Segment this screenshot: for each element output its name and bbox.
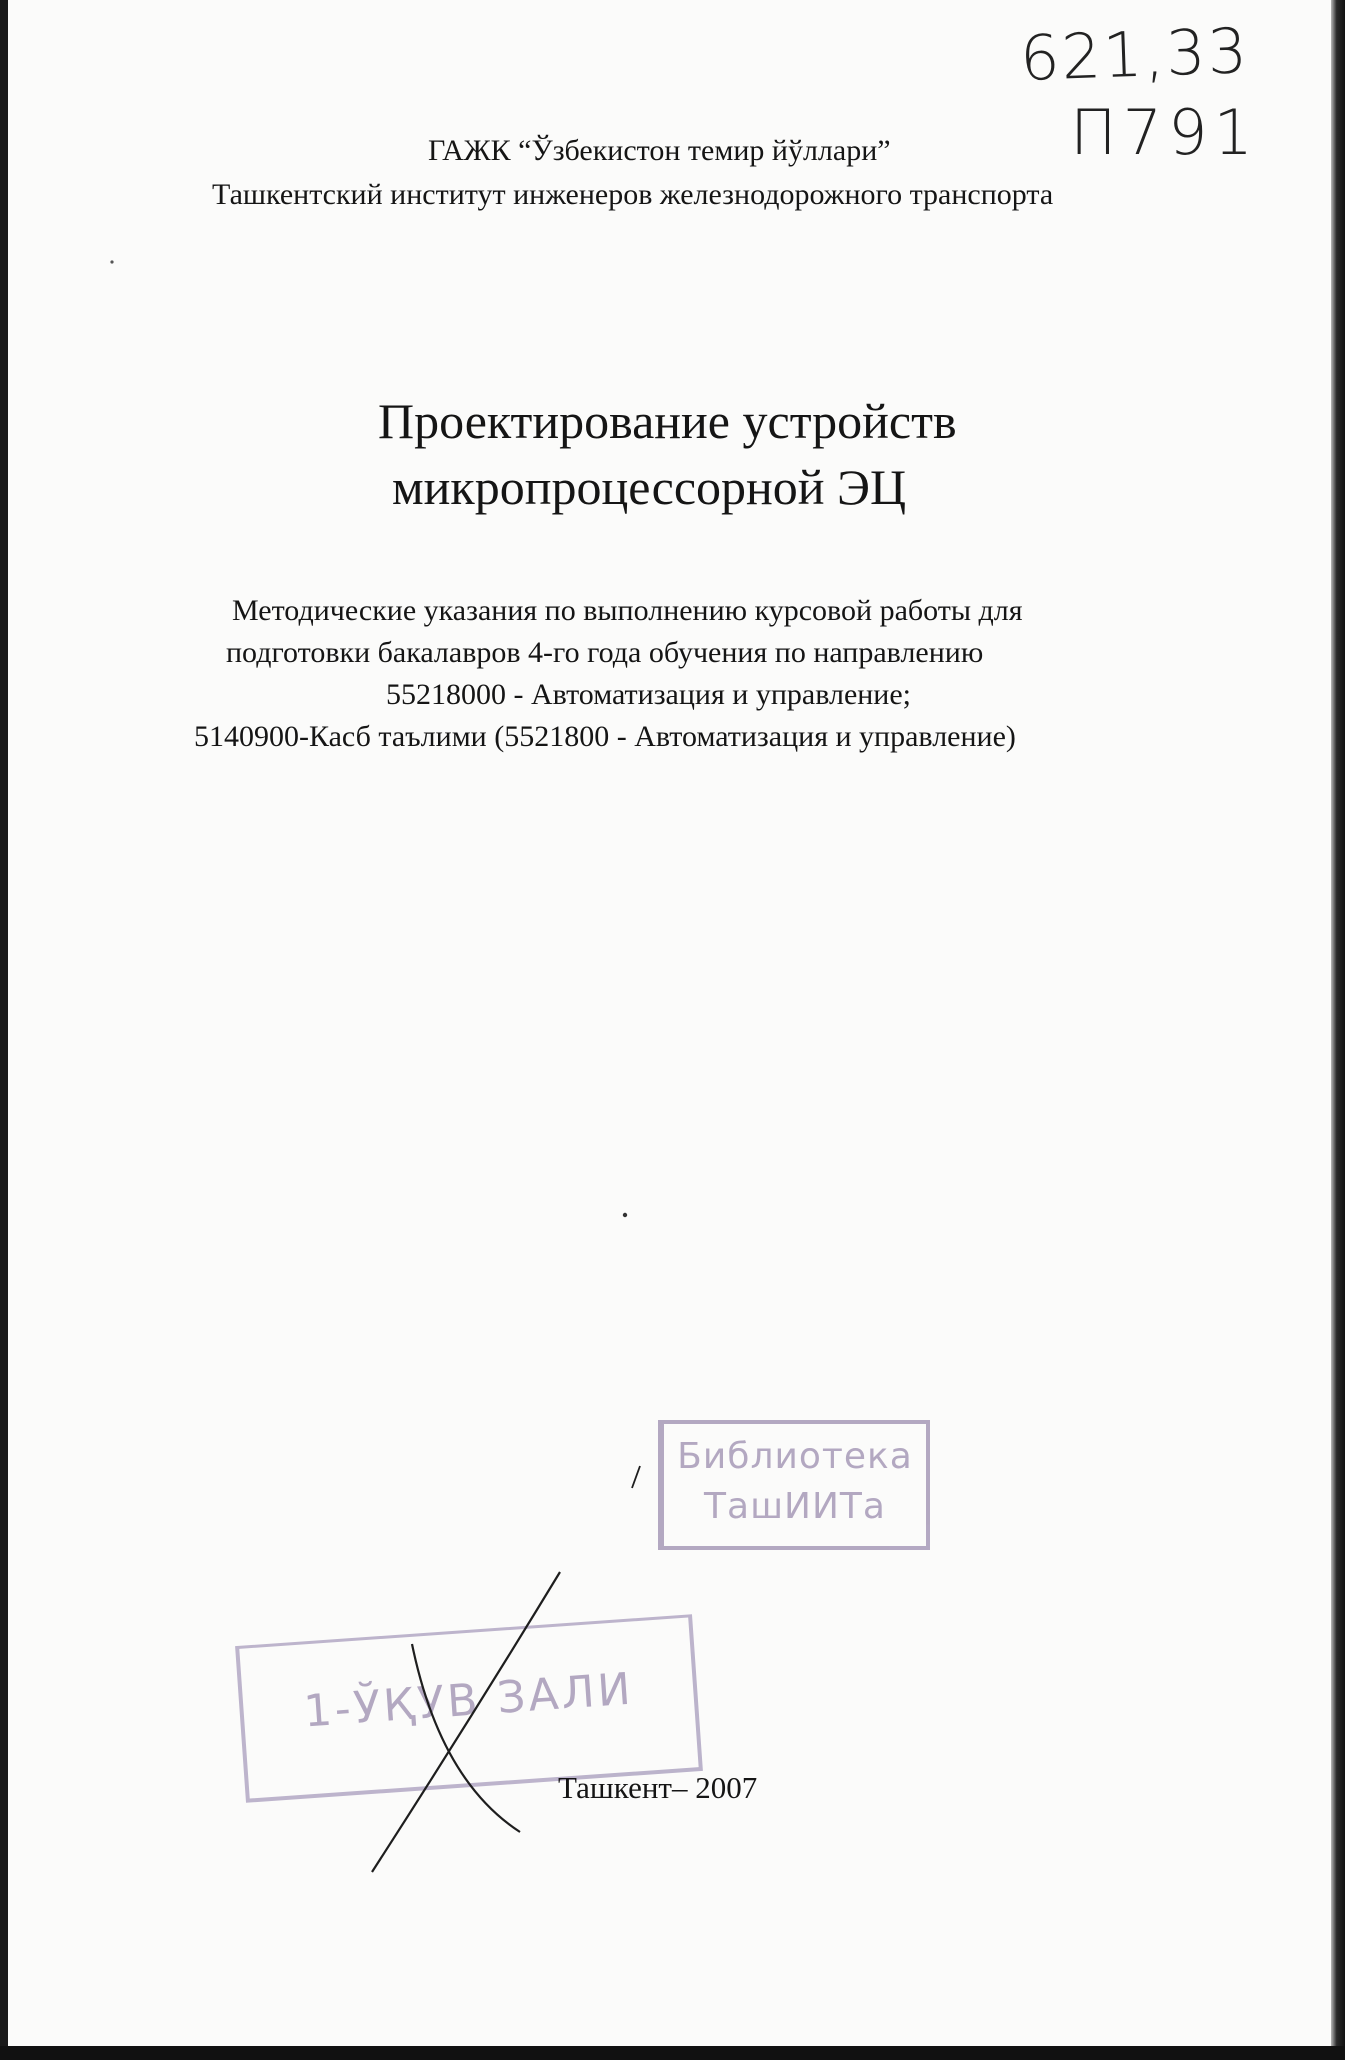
subtitle-line-2: подготовки бакалавров 4-го года обучения по направлению — [226, 636, 984, 669]
library-stamp-line2: ТашИИТа — [704, 1486, 886, 1527]
organization-name: ГАЖК “Ўзбекистон темир йўллари” — [428, 134, 891, 167]
pen-tick — [632, 1466, 640, 1488]
reading-hall-stamp-text: 1-ЎҚУВ ЗАЛИ — [302, 1663, 636, 1738]
place-year: Ташкент– 2007 — [558, 1770, 758, 1805]
institute-name: Ташкентский институт инженеров железнодорожного транспорта — [212, 178, 1054, 211]
shelfmark-line2: П791 — [1070, 96, 1259, 169]
title-line-2: микропроцессорной ЭЦ — [392, 459, 907, 515]
pen-stroke-2 — [412, 1644, 520, 1832]
title-line-1: Проектирование устройств — [378, 393, 957, 449]
pen-stroke-1 — [372, 1572, 560, 1872]
subtitle-line-3: 55218000 - Автоматизация и управление; — [386, 678, 912, 711]
shelfmark-line1: 621,33 — [1018, 14, 1251, 95]
library-stamp-line1: Библиотека — [677, 1436, 913, 1477]
subtitle-line-1: Методические указания по выполнению курсовой работы для — [232, 594, 1023, 627]
subtitle-line-4: 5140900-Касб таълими (5521800 - Автоматизация и управление) — [194, 720, 1016, 753]
dust-speck — [110, 260, 113, 263]
dust-speck — [623, 1213, 627, 1217]
